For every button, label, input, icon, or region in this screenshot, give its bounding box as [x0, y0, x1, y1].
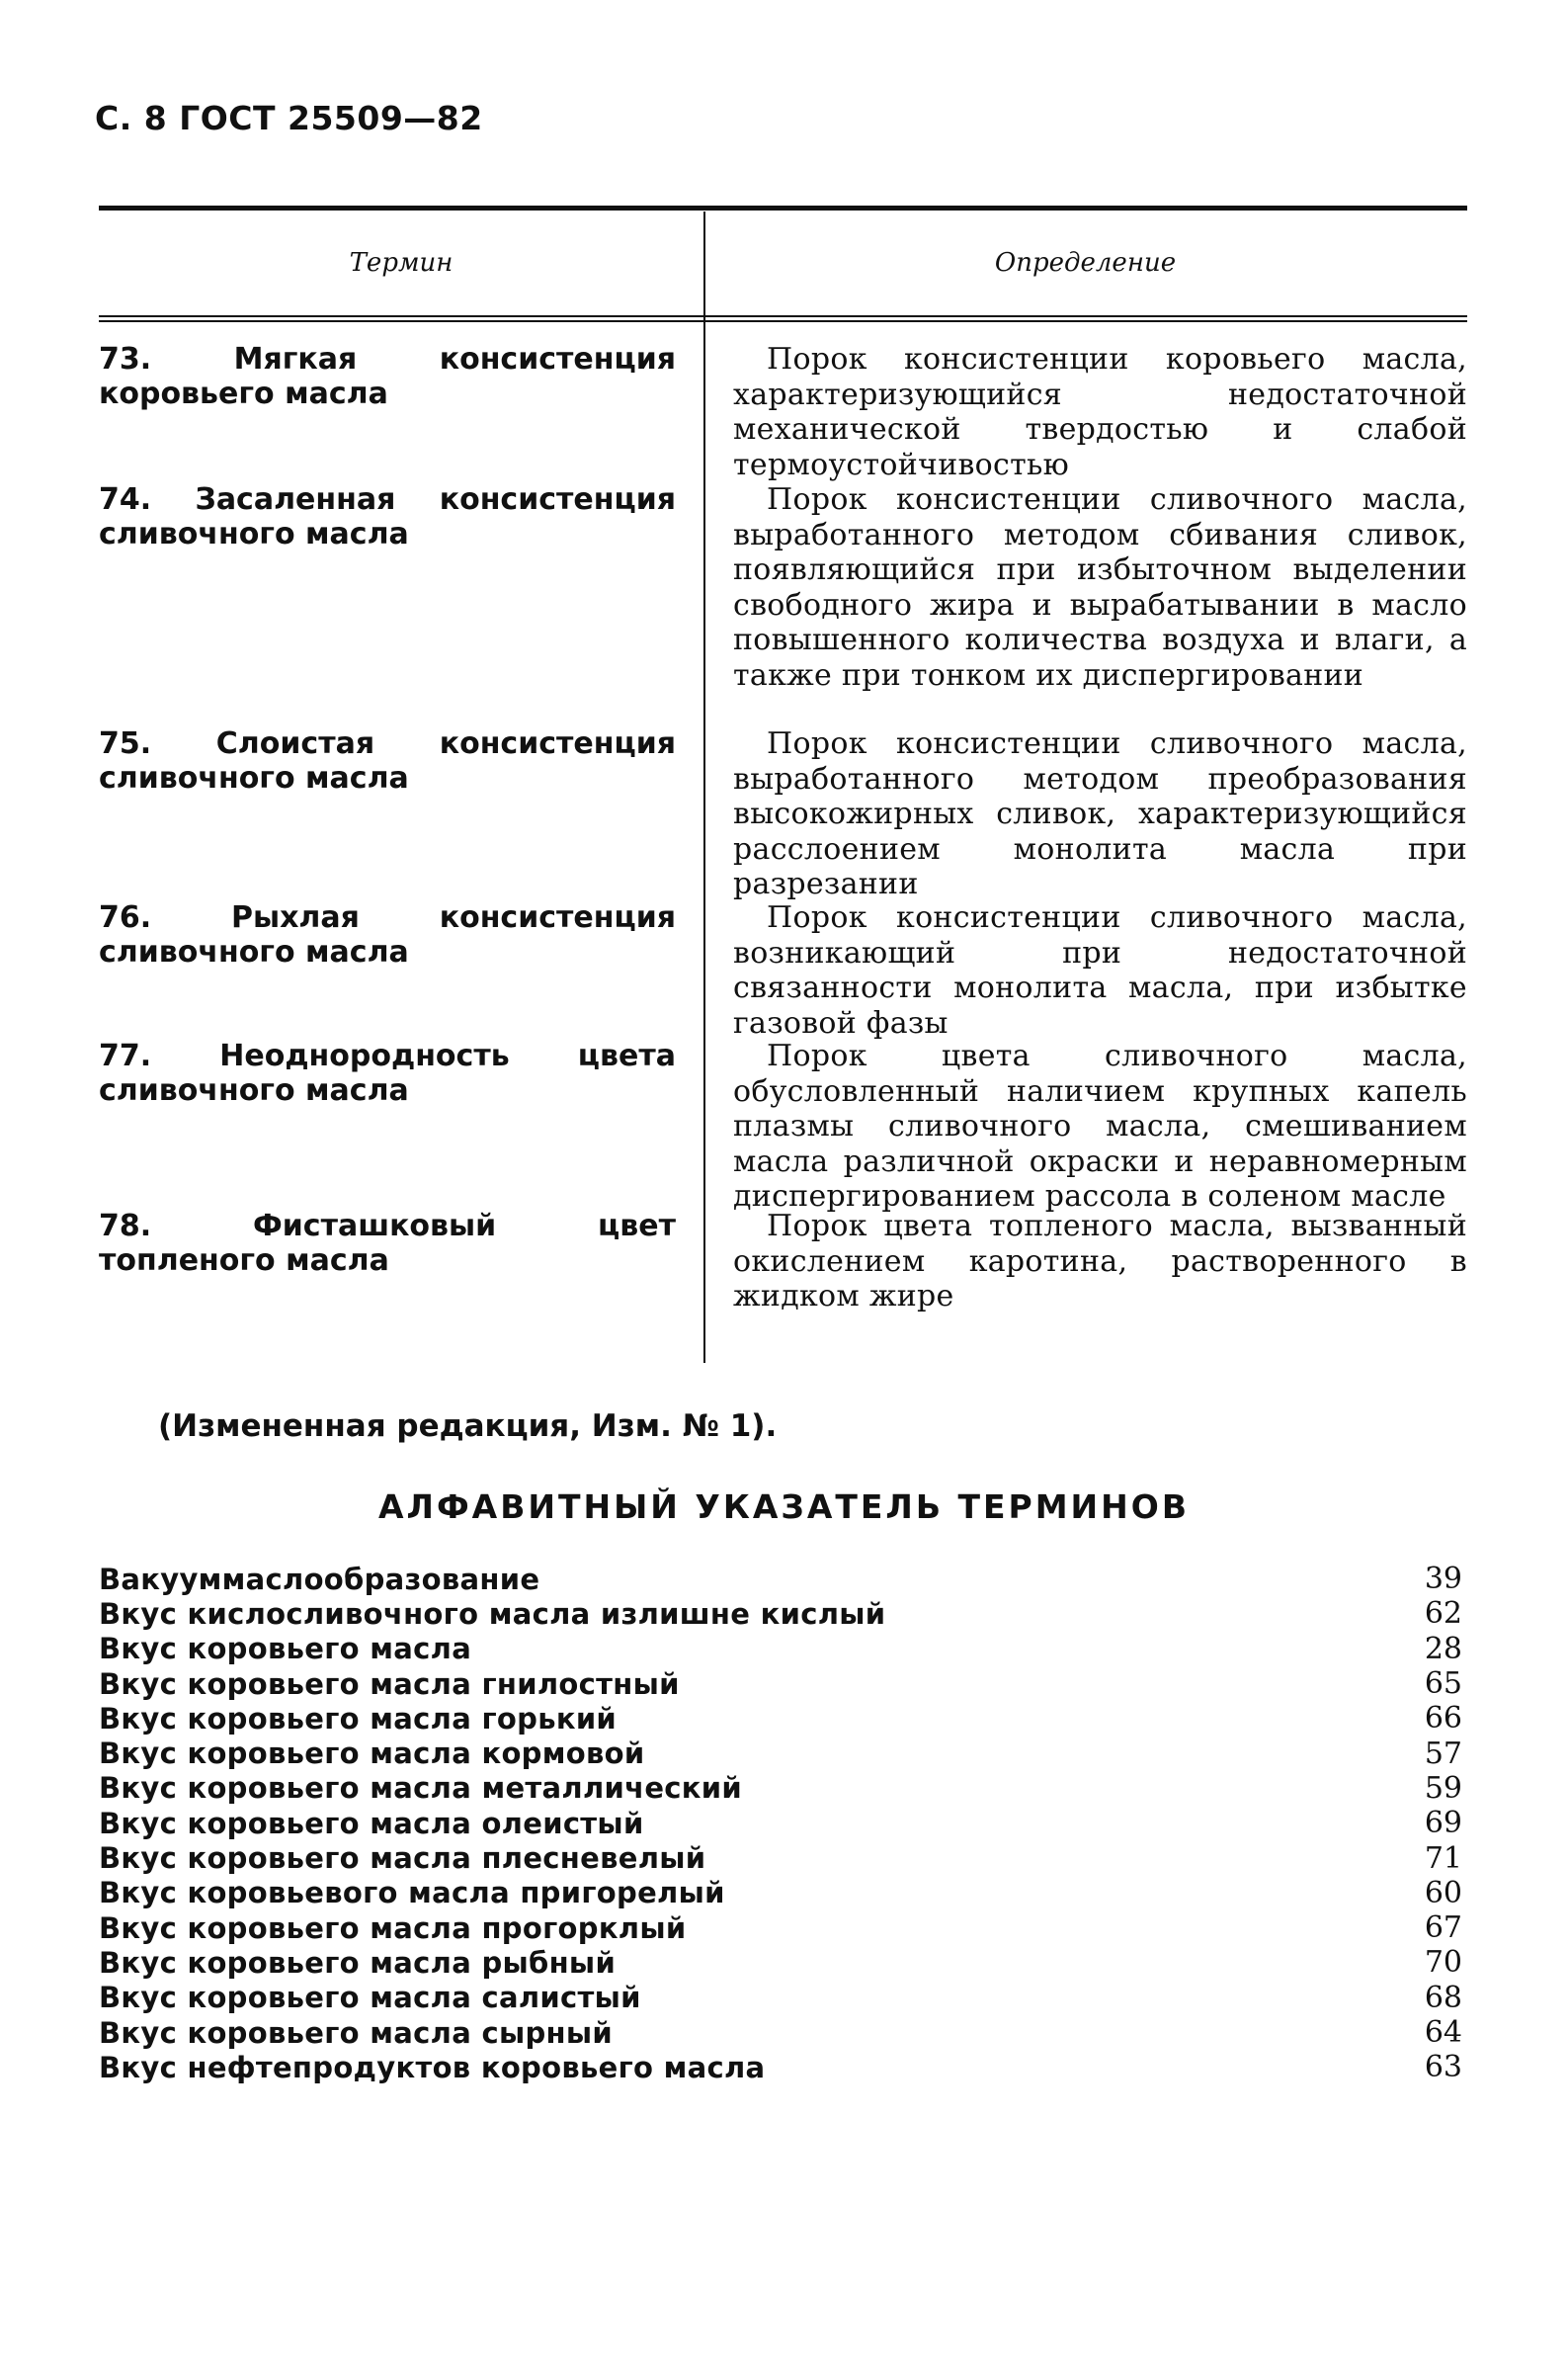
index-number: 39 [1424, 1562, 1462, 1597]
index-number: 65 [1424, 1666, 1462, 1702]
index-term: Вкус кислосливочного масла излишне кислый [99, 1596, 886, 1631]
index-term: Вкус коровьего масла прогорклый [99, 1910, 687, 1945]
index-item [99, 1876, 1462, 1910]
definition-text: Порок консистенции сливочного масла, возникающий при недостаточной связанности монолита масла, при избытке газовой фазы [733, 900, 1467, 1041]
index-term: Вкус коровьего масла рыбный [99, 1945, 617, 1980]
index-item [99, 1596, 1462, 1631]
index-number: 28 [1424, 1631, 1462, 1666]
column-header-definition: Определение [994, 248, 1177, 278]
term-text: 77. Неоднородность цвета сливочного масла [99, 1039, 676, 1108]
table-header [99, 211, 1467, 315]
index-term: Вкус коровьего масла металлический [99, 1771, 743, 1806]
index-term: Вкус коровьего масла [99, 1632, 472, 1666]
index-number: 70 [1424, 1945, 1462, 1981]
index-item [99, 1666, 1462, 1701]
definition-text: Порок консистенции сливочного масла, выработанного методом сбивания сливок, появляющийся при избыточном выделении свободного жира и вырабатывании в масло повышенного количества воздуха и влаги, а также при тонком их диспергировании [733, 482, 1467, 693]
index-number: 63 [1424, 2050, 1462, 2085]
index-number: 57 [1424, 1736, 1462, 1771]
index-number: 59 [1424, 1770, 1462, 1806]
index-item [99, 1981, 1462, 2015]
index-number: 69 [1424, 1806, 1462, 1841]
index-item [99, 2015, 1462, 2050]
definition-text: Порок консистенции коровьего масла, характеризующийся недостаточной механической твердостью и слабой термоустойчивостью [733, 342, 1467, 482]
index-item [99, 1910, 1462, 1945]
column-header-term: Термин [349, 248, 454, 278]
index-term: Вкус коровьего масла салистый [99, 1981, 641, 2015]
index-item [99, 1632, 1462, 1666]
index-number: 60 [1424, 1875, 1462, 1910]
index-item [99, 1945, 1462, 1980]
terms-table [99, 206, 1467, 1317]
index-term: Вкус коровьего масла горький [99, 1701, 618, 1736]
table-row [99, 1039, 1467, 1214]
index-number: 68 [1424, 1980, 1462, 2015]
term-text: 73. Мягкая консистенция коровьего масла [99, 342, 676, 411]
table-body [99, 322, 1467, 1317]
table-header-rule [99, 315, 1467, 322]
table-row [99, 900, 1467, 1039]
definition-text: Порок цвета сливочного масла, обусловленный наличием крупных капель плазмы сливочного масла, смешиванием масла различной окраски и неравномерным диспергированием рассола в соленом масле [733, 1039, 1467, 1214]
definition-text: Порок цвета топленого масла, вызванный окислением каротина, растворенного в жидком жире [733, 1209, 1467, 1313]
index-item [99, 1736, 1462, 1770]
index-title: АЛФАВИТНЫЙ УКАЗАТЕЛЬ ТЕРМИНОВ [378, 1487, 1190, 1526]
term-text: 76. Рыхлая консистенция сливочного масла [99, 900, 676, 970]
index-number: 64 [1424, 2015, 1462, 2050]
index-number: 66 [1424, 1701, 1462, 1737]
term-text: 75. Слоистая консистенция сливочного масла [99, 726, 676, 796]
term-text: 78. Фисташковый цвет топленого масла [99, 1209, 676, 1278]
index-term: Вкус коровьего масла плесневелый [99, 1841, 706, 1876]
index-term: Вкус коровьего масла кормовой [99, 1737, 645, 1771]
index-number: 62 [1424, 1596, 1462, 1632]
definition-text: Порок консистенции сливочного масла, выработанного методом преобразования высокожирных сливок, характеризующийся расслоением монолита масла при разрезании [733, 726, 1467, 901]
index-term: Вкус коровьего масла гнилостный [99, 1666, 680, 1701]
index-term: Вкус коровьего масла сырный [99, 2015, 614, 2050]
index-term: Вкус нефтепродуктов коровьего масла [99, 2050, 766, 2084]
table-row [99, 482, 1467, 726]
index-term: Вкус коровьего масла олеистый [99, 1806, 644, 1840]
index-item [99, 1771, 1462, 1806]
index-number: 71 [1424, 1840, 1462, 1876]
amendment-note: (Измененная редакция, Изм. № 1). [158, 1408, 778, 1444]
table-row [99, 342, 1467, 482]
index-term: Вкус коровьевого масла пригорелый [99, 1876, 725, 1910]
index-item [99, 1840, 1462, 1875]
table-row [99, 726, 1467, 900]
index-item [99, 1806, 1462, 1840]
index-item [99, 2050, 1462, 2084]
index-list [99, 1562, 1462, 2084]
index-number: 67 [1424, 1910, 1462, 1946]
index-item [99, 1562, 1462, 1596]
page-header: С. 8 ГОСТ 25509—82 [95, 99, 483, 137]
table-row [99, 1209, 1467, 1317]
term-text: 74. Засаленная консистенция сливочного масла [99, 482, 676, 551]
column-divider [703, 212, 705, 1363]
index-term: Вакууммаслообразование [99, 1562, 540, 1596]
index-item [99, 1701, 1462, 1736]
